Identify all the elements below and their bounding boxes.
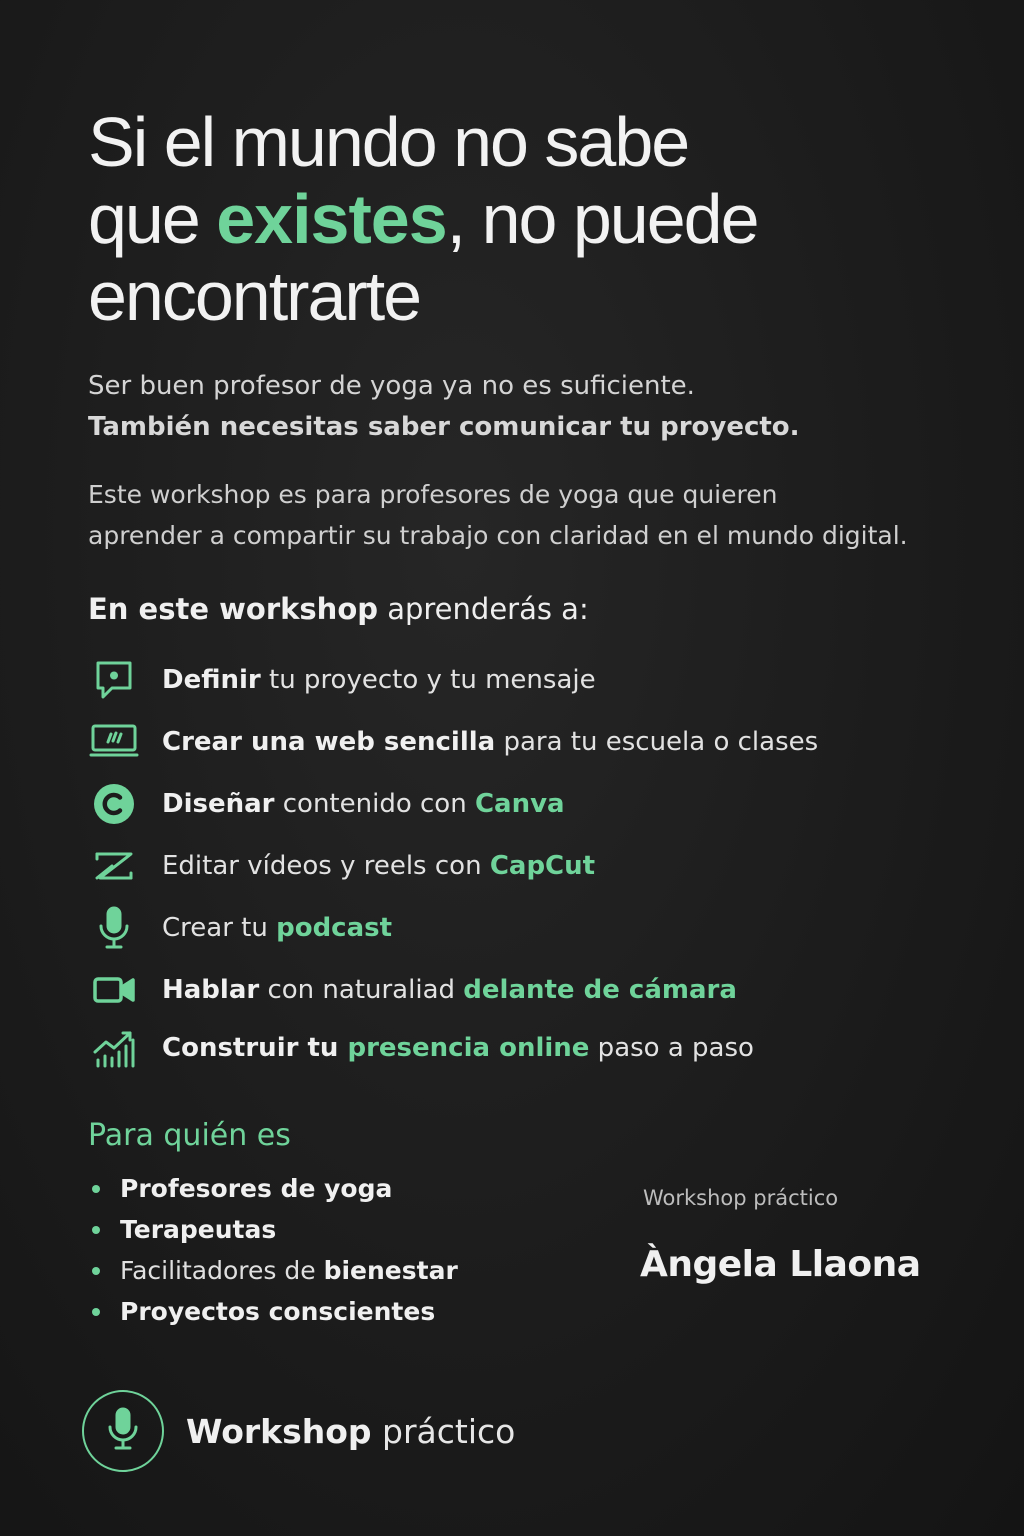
intro-line2: También necesitas saber comunicar tu proyecto.: [88, 412, 800, 442]
learn-item-bold: Definir: [162, 665, 261, 695]
learn-item-highlight: delante de cámara: [463, 975, 737, 1005]
speech-bubble-icon: [88, 656, 140, 704]
learn-item-bold: Hablar: [162, 975, 260, 1005]
description-line1: Este workshop es para profesores de yoga que quieren: [88, 480, 778, 509]
learn-item-text: Crear tu: [162, 913, 277, 943]
learn-item-web: [88, 714, 968, 770]
learn-item-text: contenido con: [274, 789, 475, 819]
audience-title: Para quién es: [88, 1118, 291, 1153]
learn-title-bold: En este workshop: [88, 592, 378, 626]
learn-item-podcast: [88, 900, 968, 956]
description: [88, 474, 988, 556]
audience-item: Facilitadores de bienestar: [88, 1250, 458, 1291]
video-camera-icon: [88, 966, 140, 1014]
footer-text: [186, 1412, 515, 1451]
audience-item: Terapeutas: [88, 1209, 458, 1250]
description-line2: aprender a compartir su trabajo con claridad en el mundo digital.: [88, 521, 908, 550]
learn-item-presencia: [88, 1020, 968, 1076]
learn-title: [88, 592, 589, 626]
learn-item-bold: Crear una web sencilla: [162, 727, 496, 757]
audience-item: Profesores de yoga: [88, 1168, 458, 1209]
headline-line2-post: , no puede: [446, 180, 758, 258]
footer-badge: [82, 1390, 164, 1472]
audience-list: [88, 1168, 458, 1332]
learn-item-highlight: Canva: [474, 789, 565, 819]
learn-item-definir: [88, 652, 968, 708]
learn-item-highlight: CapCut: [489, 851, 596, 881]
footer-rest: práctico: [371, 1412, 516, 1451]
microphone-icon: [105, 1406, 141, 1456]
intro-line1: Ser buen profesor de yoga ya no es suficiente.: [88, 371, 695, 401]
learn-item-canva: [88, 776, 968, 832]
microphone-icon: [88, 904, 140, 952]
presenter-label: Workshop práctico: [643, 1186, 839, 1210]
headline-line1: Si el mundo no sabe: [88, 103, 689, 181]
learn-item-text: Editar vídeos y reels con: [162, 851, 490, 881]
headline-line2-pre: que: [88, 180, 217, 258]
learn-item-text: con naturaliad: [259, 975, 464, 1005]
learn-title-rest: aprenderás a:: [378, 592, 589, 626]
intro: [88, 366, 988, 448]
canva-icon: [88, 780, 140, 828]
presenter-name: Àngela Llaona: [640, 1244, 921, 1285]
monitor-icon: [88, 718, 140, 766]
headline-line3: encontrarte: [88, 257, 421, 335]
learn-item-bold: Construir tu: [162, 1033, 348, 1063]
footer-bold: Workshop: [186, 1412, 372, 1451]
audience-item: Proyectos conscientes: [88, 1291, 458, 1332]
learn-item-text: para tu escuela o clases: [495, 727, 819, 757]
learn-item-camara: [88, 962, 968, 1018]
learn-item-text: paso a paso: [589, 1033, 754, 1063]
learn-item-capcut: [88, 838, 968, 894]
growth-chart-icon: [88, 1024, 140, 1072]
learn-item-highlight: podcast: [276, 913, 393, 943]
learn-item-text: tu proyecto y tu mensaje: [260, 665, 596, 695]
capcut-icon: [88, 842, 140, 890]
learn-item-highlight: presencia online: [347, 1033, 590, 1063]
learn-item-bold: Diseñar: [162, 789, 275, 819]
headline: [88, 104, 988, 335]
headline-highlight: existes: [216, 180, 447, 258]
